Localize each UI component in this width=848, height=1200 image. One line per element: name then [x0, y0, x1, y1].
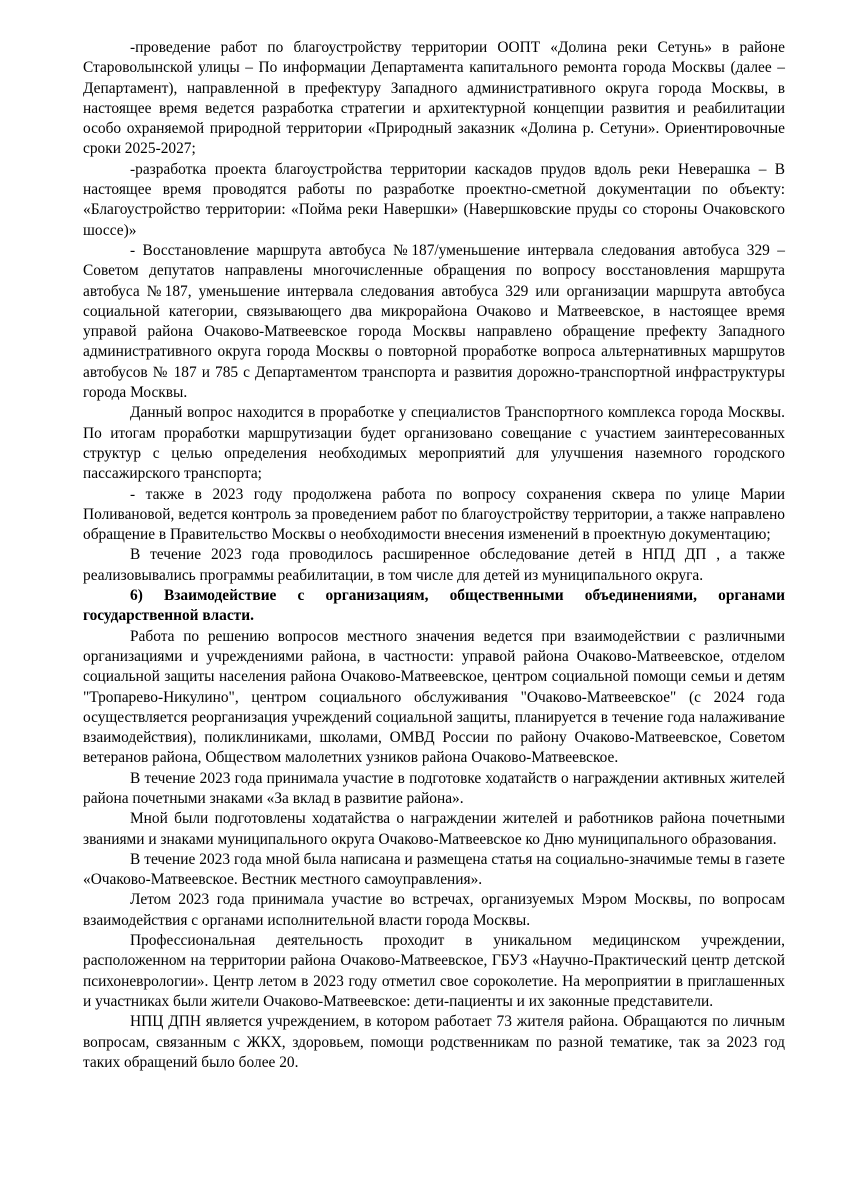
paragraph-mayor-meetings: Летом 2023 года принимала участие во встречах, организуемых Мэром Москвы, по вопросам взаимодействия с органами исполнительной власти города Москвы. — [83, 891, 785, 929]
paragraph-ponds-cascade: -разработка проекта благоустройства территории каскадов прудов вдоль реки Неверашка – В настоящее время проводятся работы по разработке проектно-сметной документации по объекту: «Благоустройство территории: «Пойма реки Навершки» (Навершковские пруды со стороны Очаковского шоссе)» — [83, 160, 785, 239]
paragraph-newspaper-article: В течение 2023 года мной была написана и размещена статья на социально-значимые темы в газете «Очаково-Матвеевское. Вестник местного самоуправления». — [83, 850, 785, 889]
paragraph-square-preservation: - также в 2023 году продолжена работа по вопросу сохранения сквера по улице Марии Поливановой, ведется контроль за проведением работ по благоустройству территории, а также направлено обращение в Правительство Москвы о необходимости внесения изменений в проектную документацию; — [83, 485, 785, 544]
paragraph-bus-route: - Восстановление маршрута автобуса №187/уменьшение интервала следования автобуса 329 – Советом депутатов направлены многочисленные обращения по вопросу восстановления маршрута автобуса №187, уменьшение интервала следования автобуса 329 или организации маршрута автобуса социальной категории, связывающего два микрорайона Очаково и Матвеевское, в настоящее время управой района Очаково-Матвеевское города Москвы направлено обращение префекту Западного административного округа города Москвы о повторной проработке вопроса альтернативных маршрутов автобусов № 187 и 785 с Департаментом транспорта и развития дорожно-транспортной инфраструктуры города Москвы. — [83, 241, 785, 402]
paragraph-honorary-titles: Мной были подготовлены ходатайства о награждении жителей и работников района почетными званиями и знаками муниципального округа Очаково-Матвеевское ко Дню муниципального образования. — [83, 810, 785, 848]
paragraph-interaction-organizations: Работа по решению вопросов местного значения ведется при взаимодействии с различными организациями и учреждениями района, в частности: управой района Очаково-Матвеевское, отделом социальной защиты населения района Очаково-Матвеевское, центром социальной помощи семьи и детям "Тропарево-Никулино", центром социального обслуживания "Очаково-Матвеевское" (с 2024 года осуществляется реорганизация учреждений социальной защиты, планируется в течение года налаживание взаимодействия), поликлиниками, школами, ОМВД России по району Очаково-Матвеевское, Советом ветеранов района, Обществом малолетних узников района Очаково-Матвеевское. — [83, 627, 785, 767]
document-page — [83, 38, 785, 1073]
paragraph-children-examination: В течение 2023 года проводилось расширенное обследование детей в НПД ДП , а также реализовывались программы реабилитации, в том числе для детей из муниципального округа. — [83, 546, 785, 584]
paragraph-medical-institution: Профессиональная деятельность проходит в уникальном медицинском учреждении, расположенном на территории района Очаково-Матвеевское, ГБУЗ «Научно-Практический центр детской психоневрологии». Центр летом в 2023 году отметил свое сороколетие. На мероприятии в приглашенных и участниках были жители Очаково-Матвеевское: дети-пациенты и их законные представители. — [83, 932, 785, 1010]
paragraph-npc-dpn: НПЦ ДПН является учреждением, в котором работает 73 жителя района. Обращаются по личным вопросам, связанным с ЖКХ, здоровьем, помощи родственникам по разной тематике, так за 2023 год таких обращений было более 20. — [83, 1013, 785, 1071]
paragraph-award-petitions: В течение 2023 года принимала участие в подготовке ходатайств о награждении активных жителей района почетными знаками «За вклад в развитие района». — [83, 769, 785, 807]
section-heading: 6) Взаимодействие с организациям, общественными объединениями, органами государственной власти. — [83, 587, 785, 625]
paragraph-transport-complex: Данный вопрос находится в проработке у специалистов Транспортного комплекса города Москвы. По итогам проработки маршрутизации будет организовано совещание с участием заинтересованных структур с целью определения необходимых мероприятий для улучшения наземного городского пассажирского транспорта; — [83, 404, 785, 483]
paragraph-sestun-valley: -проведение работ по благоустройству территории ООПТ «Долина реки Сетунь» в районе Староволынской улицы – По информации Департамента капитального ремонта города Москвы (далее – Департамент), направленной в префектуру Западного административного округа города Москвы, в настоящее время ведется разработка стратегии и архитектурной концепции развития и реабилитации особо охраняемой природной территории «Природный заказник «Долина р. Сетуни». Ориентировочные сроки 2025-2027; — [83, 39, 785, 158]
